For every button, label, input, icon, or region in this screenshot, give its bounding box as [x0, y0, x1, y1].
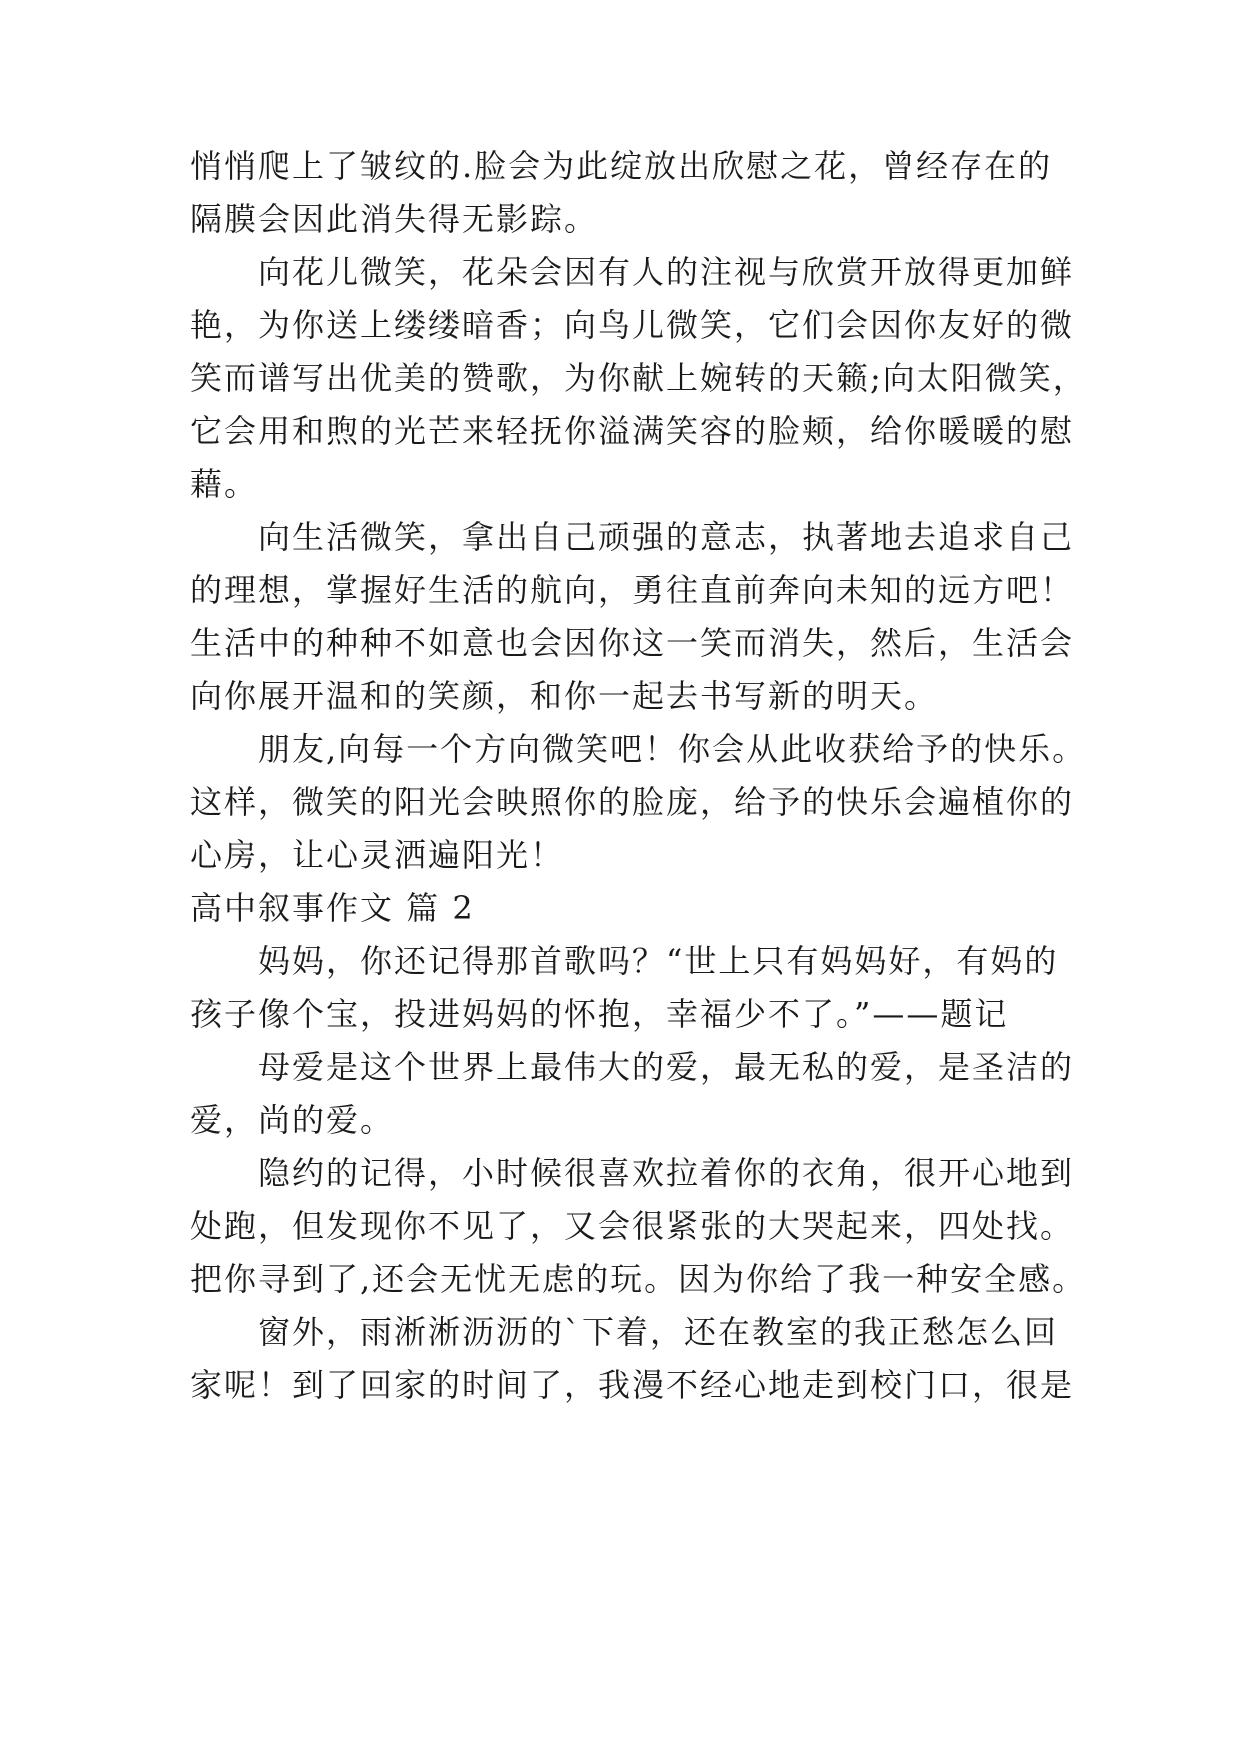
text-line: 心房，让心灵洒遍阳光！ [190, 836, 565, 874]
text-line: 藉。 [190, 465, 259, 503]
text-line: 这样，微笑的阳光会映照你的脸庞，给予的快乐会遍植你的 [190, 783, 1075, 821]
text-line: 它会用和煦的光芒来轻抚你溢满笑容的脸颊，给你暖暖的慰 [190, 412, 1075, 450]
paragraph-first-line: 母爱是这个世界上最伟大的爱，最无私的爱，是圣洁的 [258, 1048, 1075, 1086]
paragraph-first-line: 窗外，雨淅淅沥沥的`下着，还在教室的我正愁怎么回 [258, 1313, 1059, 1351]
paragraph-first-line: 隐约的记得，小时候很喜欢拉着你的衣角，很开心地到 [258, 1154, 1075, 1192]
text-line: 把你寻到了,还会无忧无虑的玩。因为你给了我一种安全感。 [190, 1260, 1087, 1298]
text-line: 艳，为你送上缕缕暗香；向鸟儿微笑，它们会因你友好的微 [190, 306, 1075, 344]
text-line: 悄悄爬上了皱纹的.脸会为此绽放出欣慰之花，曾经存在的 [190, 147, 1053, 185]
text-line: 孩子像个宝，投进妈妈的怀抱，幸福少不了。”——题记 [190, 995, 1009, 1033]
section-heading: 高中叙事作文 篇 2 [190, 889, 475, 927]
text-line: 向你展开温和的笑颜，和你一起去书写新的明天。 [190, 677, 939, 715]
paragraph-first-line: 朋友,向每一个方向微笑吧！你会从此收获给予的快乐。 [258, 730, 1087, 768]
text-line: 爱，尚的爱。 [190, 1101, 395, 1139]
text-line: 生活中的种种不如意也会因你这一笑而消失，然后，生活会 [190, 624, 1075, 662]
paragraph-first-line: 妈妈，你还记得那首歌吗？“世上只有妈妈好，有妈的 [258, 942, 1059, 980]
text-line: 处跑，但发现你不见了，又会很紧张的大哭起来，四处找。 [190, 1207, 1075, 1245]
text-line: 隔膜会因此消失得无影踪。 [190, 200, 599, 238]
paragraph-first-line: 向花儿微笑，花朵会因有人的注视与欣赏开放得更加鲜 [258, 253, 1075, 291]
text-line: 家呢！到了回家的时间了，我漫不经心地走到校门口，很是 [190, 1366, 1075, 1404]
paragraph-first-line: 向生活微笑，拿出自己顽强的意志，执著地去追求自己 [258, 518, 1075, 556]
text-line: 笑而谱写出优美的赞歌，为你献上婉转的天籁;向太阳微笑， [190, 359, 1087, 397]
text-line: 的理想，掌握好生活的航向，勇往直前奔向未知的远方吧！ [190, 571, 1075, 609]
